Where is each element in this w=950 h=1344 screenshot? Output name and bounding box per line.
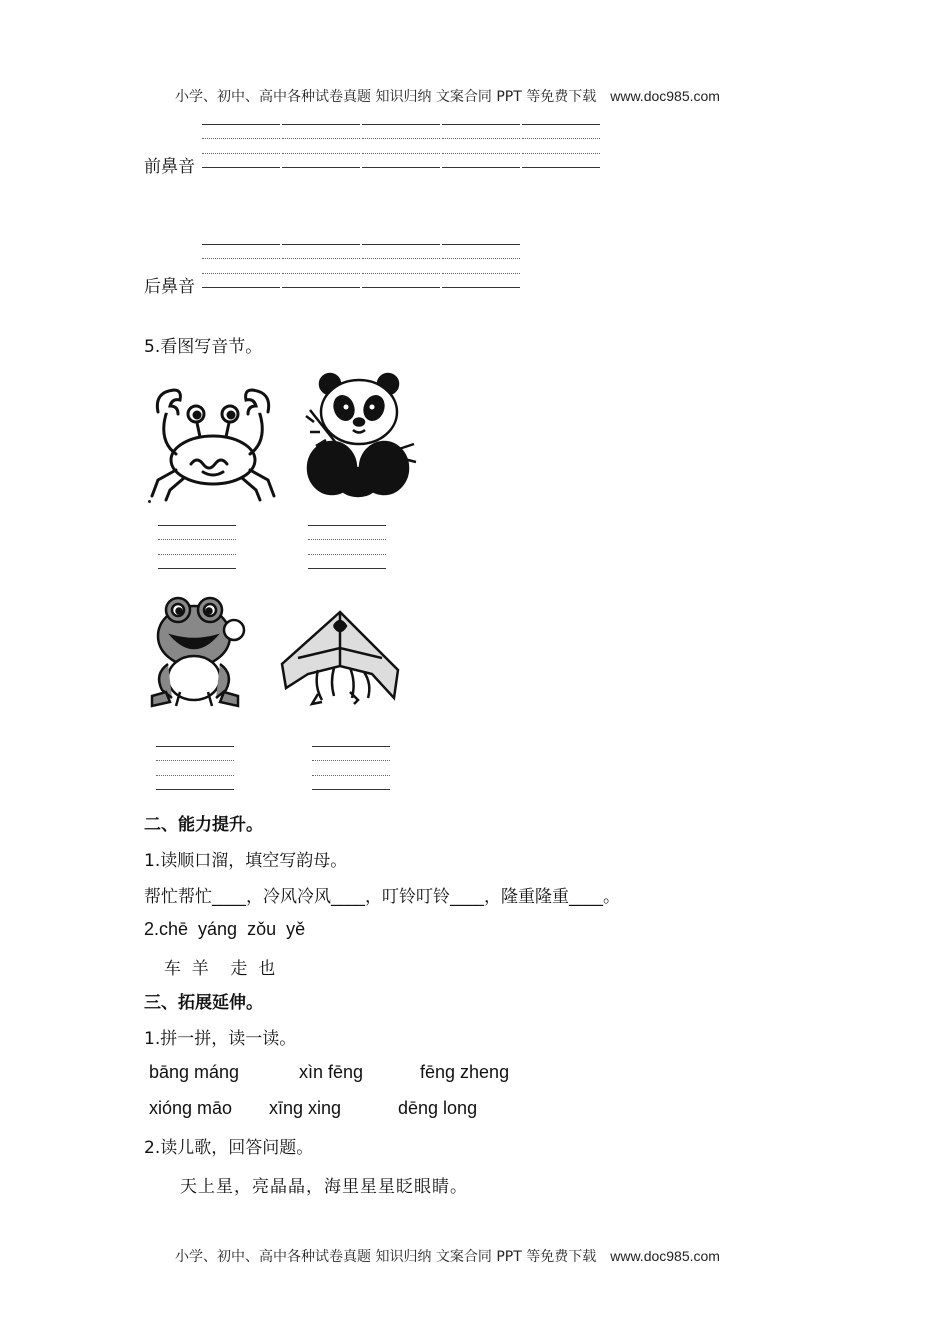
ant-dot — [148, 500, 151, 503]
footer-url[interactable]: www.doc985.com — [610, 1248, 720, 1264]
section2-q2-pinyin: 2.chē yáng zǒu yě — [144, 919, 306, 939]
pinyin-word: dēng long — [398, 1098, 478, 1118]
kite-answer-grid[interactable] — [312, 746, 392, 790]
q5-title: 5.看图写音节。 — [144, 337, 263, 357]
section3-q2-title: 2.读儿歌，回答问题。 — [144, 1138, 314, 1158]
poem-text: 天上星，亮晶晶，海里星星眨眼睛。 — [180, 1177, 468, 1197]
section2-q2-hanzi: 车 羊 走 也 — [164, 959, 276, 979]
back-nasal-grid[interactable] — [202, 244, 524, 288]
section2-q1-line[interactable]: 帮忙帮忙____，冷风冷风____，叮铃叮铃____，隆重隆重____。 — [144, 887, 620, 907]
back-nasal-label: 后鼻音 — [144, 277, 195, 297]
section3-heading: 三、拓展延伸。 — [144, 993, 263, 1013]
front-nasal-label: 前鼻音 — [144, 157, 195, 177]
pinyin-word: xìn fēng — [299, 1062, 364, 1082]
header-text: 小学、初中、高中各种试卷真题 知识归纳 文案合同 PPT 等免费下载 — [175, 89, 597, 105]
kite-icon — [278, 608, 402, 712]
pinyin-word: bāng máng — [149, 1062, 240, 1082]
footer-text: 小学、初中、高中各种试卷真题 知识归纳 文案合同 PPT 等免费下载 — [175, 1249, 597, 1265]
crab-icon — [146, 382, 280, 502]
frog-answer-grid[interactable] — [156, 746, 236, 790]
section2-heading: 二、能力提升。 — [144, 815, 263, 835]
page-footer — [175, 1246, 720, 1266]
pinyin-word: xīng xing — [269, 1098, 342, 1118]
pinyin-word: fēng zheng — [420, 1062, 510, 1082]
front-nasal-grid[interactable] — [202, 124, 604, 168]
section2-q1-title: 1.读顺口溜，填空写韵母。 — [144, 851, 348, 871]
page-header — [175, 86, 720, 106]
panda-icon — [300, 370, 418, 498]
crab-answer-grid[interactable] — [158, 525, 238, 569]
section3-q1-title: 1.拼一拼，读一读。 — [144, 1029, 297, 1049]
frog-icon — [146, 592, 246, 710]
panda-answer-grid[interactable] — [308, 525, 388, 569]
pinyin-word: xióng māo — [149, 1098, 233, 1118]
header-url[interactable]: www.doc985.com — [610, 88, 720, 104]
